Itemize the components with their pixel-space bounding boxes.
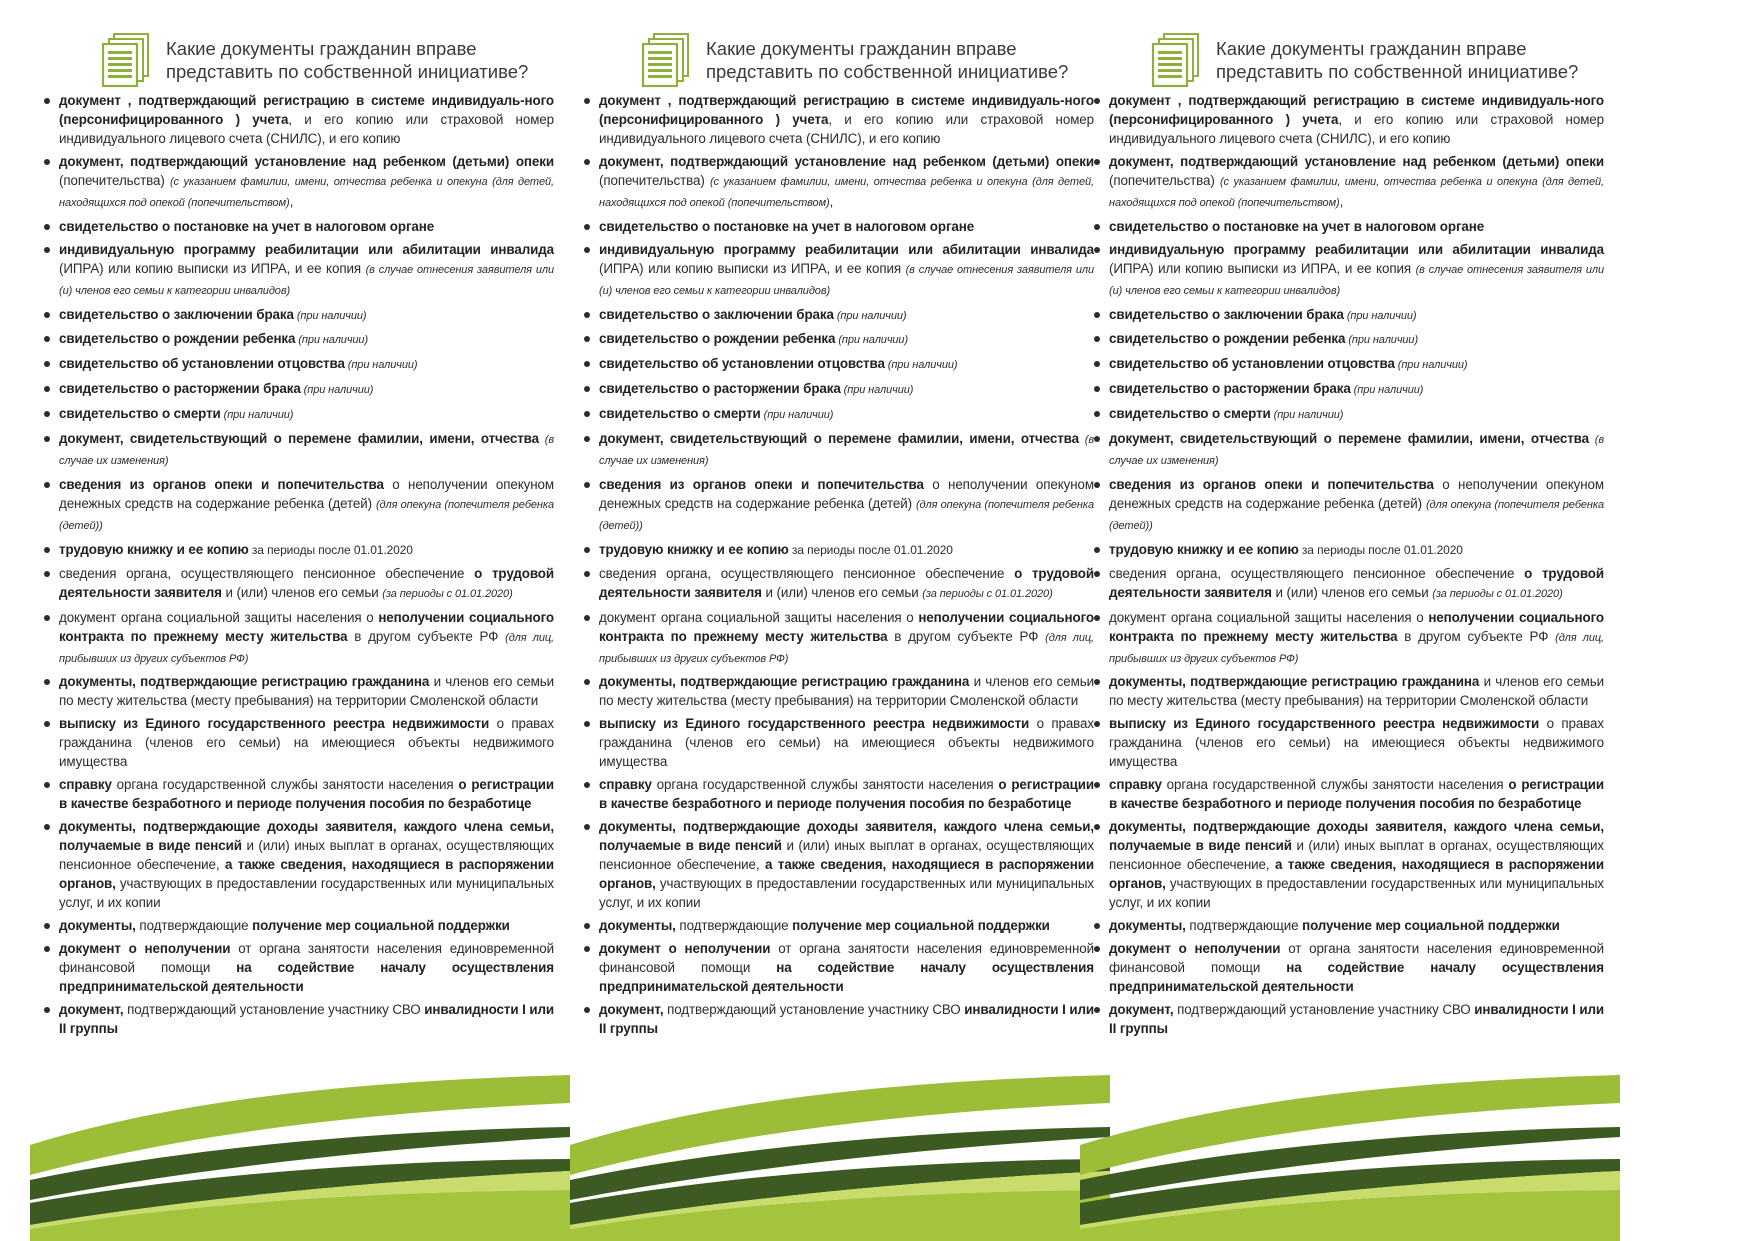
- document-item: [44, 775, 554, 813]
- item-bold-text: трудовую книжку и ее копию: [1109, 541, 1299, 557]
- item-text: о правах гражданина (членов его семьи) на имеющиеся объекты недвижимого имущества: [599, 716, 1094, 770]
- panel-title: [1216, 37, 1620, 83]
- item-text: о неполучении опекуном денежных средств на содержание ребенка (детей): [1109, 476, 1604, 511]
- item-bold-text: выписку из Единого государственного реестра недвижимости: [1109, 716, 1540, 732]
- item-text: и членов его семьи по месту жительства (месту пребывания) на территории Смоленской области: [1109, 674, 1604, 709]
- item-bold-text: документ , подтверждающий регистрацию в системе индивидуаль-ного (персонифицированного ) учета: [59, 93, 554, 127]
- panel-header: [1150, 32, 1620, 92]
- document-item: [584, 672, 1094, 710]
- panel-header: [100, 32, 570, 92]
- item-text: сведения органа, осуществляющего пенсионное обеспечение: [1109, 565, 1525, 581]
- document-item: [584, 152, 1094, 213]
- item-bold-text: документы,: [59, 918, 136, 934]
- panel-header: [640, 32, 1110, 92]
- document-item: [44, 91, 554, 148]
- item-bold-text: трудовую книжку и ее копию: [599, 541, 789, 557]
- item-bold-text: на содействие началу осуществления предпринимательской деятельности: [1109, 959, 1604, 994]
- item-note-text: (для лиц, прибывших из других субъектов РФ): [599, 631, 1094, 665]
- item-text: подтверждающие: [1185, 918, 1303, 934]
- document-item: [1094, 305, 1604, 326]
- document-item: [44, 916, 554, 935]
- item-bold-text: свидетельство об установлении отцовства: [599, 356, 885, 372]
- item-text: , и его копию или страховой номер индивидуального лицевого счета (СНИЛС), и его копию: [59, 112, 555, 146]
- document-item: [44, 608, 554, 669]
- document-item: [584, 404, 1094, 425]
- item-bold-text: документы, подтверждающие регистрацию гражданина: [599, 674, 970, 690]
- item-text: подтверждающий установление участнику СВО: [123, 1001, 425, 1017]
- item-bold-text: о трудовой деятельности заявителя: [599, 565, 1094, 600]
- document-item: [584, 354, 1094, 375]
- item-bold-text: свидетельство об установлении отцовства: [59, 356, 345, 372]
- document-item: [44, 305, 554, 326]
- item-note-text: (в случае отнесения заявителя или (и) членов его семьи к категории инвалидов): [59, 263, 554, 297]
- item-text: , и его копию или страховой номер индивидуального лицевого счета (СНИЛС), и его копию: [599, 112, 1095, 146]
- item-bold-text: свидетельство о заключении брака: [59, 306, 294, 322]
- item-bold-text: индивидуальную программу реабилитации или абилитации инвалида: [1109, 241, 1604, 257]
- item-bold-text: документ, подтверждающий установление над ребенком (детьми) опеки: [59, 153, 554, 169]
- item-note-text: (при наличии): [300, 384, 374, 397]
- item-bold-text: документ о неполучении: [599, 940, 771, 956]
- item-text: ,: [829, 193, 834, 209]
- item-bold-text: документы, подтверждающие доходы заявителя, каждого члена семьи, получаемые в виде пенсий: [1109, 819, 1604, 854]
- item-text: и (или) иных выплат в органах, осуществляющих пенсионное обеспечение,: [1109, 838, 1604, 873]
- item-text: и (или) членов его семьи: [1271, 584, 1433, 600]
- document-item: [584, 91, 1094, 148]
- item-text: в другом субъекте РФ: [887, 628, 1046, 644]
- item-bold-text: свидетельство о заключении брака: [1109, 306, 1344, 322]
- item-bold-text: документ , подтверждающий регистрацию в системе индивидуаль-ного (персонифицированного ) учета: [1109, 93, 1604, 127]
- document-item: [44, 564, 554, 604]
- document-item: [44, 329, 554, 350]
- item-note-text: (при наличии): [840, 384, 914, 397]
- item-text: за периоды после 01.01.2020: [1298, 542, 1463, 557]
- item-text: ,: [1339, 193, 1344, 209]
- decorative-waves: [570, 1075, 1110, 1241]
- item-bold-text: о регистрации в качестве безработного и периоде получения пособия по безработице: [59, 777, 554, 812]
- document-item: [1094, 817, 1604, 912]
- item-bold-text: документ, подтверждающий установление над ребенком (детьми) опеки: [1109, 153, 1604, 169]
- item-bold-text: о трудовой деятельности заявителя: [1109, 565, 1604, 600]
- item-text: участвующих в предоставлении государственных или муниципальных услуг, и их копии: [1109, 876, 1604, 911]
- document-item: [1094, 1000, 1604, 1038]
- item-note-text: (для лиц, прибывших из других субъектов РФ): [1109, 631, 1604, 665]
- item-bold-text: справку: [59, 777, 112, 793]
- document-item: [584, 540, 1094, 560]
- item-bold-text: а также сведения, находящиеся в распоряжении органов,: [599, 857, 1094, 892]
- item-bold-text: свидетельство о постановке на учет в налоговом органе: [1109, 218, 1485, 234]
- item-note-text: (в случае отнесения заявителя или (и) членов его семьи к категории инвалидов): [1109, 263, 1604, 297]
- item-bold-text: о регистрации в качестве безработного и периоде получения пособия по безработице: [1109, 777, 1604, 812]
- title-line-2: представить по собственной инициативе?: [1216, 61, 1579, 82]
- document-item: [584, 217, 1094, 236]
- document-item: [584, 775, 1094, 813]
- item-text: подтверждающие: [675, 918, 793, 934]
- document-item: [1094, 354, 1604, 375]
- item-note-text: (при наличии): [835, 334, 909, 347]
- item-bold-text: а также сведения, находящиеся в распоряжении органов,: [1109, 857, 1604, 892]
- item-text: и (или) иных выплат в органах, осуществляющих пенсионное обеспечение,: [59, 838, 554, 873]
- item-note-text: (в случае их изменения): [599, 434, 1094, 468]
- item-bold-text: а также сведения, находящиеся в распоряжении органов,: [59, 857, 554, 892]
- item-note-text: (в случае отнесения заявителя или (и) членов его семьи к категории инвалидов): [599, 263, 1094, 297]
- documents-stack-icon: [100, 32, 152, 88]
- item-text: о неполучении опекуном денежных средств на содержание ребенка (детей): [59, 476, 554, 511]
- item-bold-text: получение мер социальной поддержки: [1302, 918, 1560, 934]
- document-item: [1094, 429, 1604, 471]
- item-bold-text: свидетельство о постановке на учет в налоговом органе: [599, 218, 975, 234]
- item-text: в другом субъекте РФ: [347, 628, 506, 644]
- item-note-text: (для лиц, прибывших из других субъектов РФ): [59, 631, 554, 665]
- item-bold-text: неполучении социального контракта по прежнему месту жительства: [1109, 609, 1604, 644]
- document-item: [44, 540, 554, 560]
- document-item: [44, 939, 554, 996]
- item-text: (ИПРА) или копию выписки из ИПРА, и ее копия: [1109, 260, 1416, 276]
- document-item: [44, 475, 554, 536]
- item-text: документ органа социальной защиты населения о: [1109, 609, 1429, 625]
- document-item: [584, 564, 1094, 604]
- document-item: [44, 429, 554, 471]
- document-item: [1094, 672, 1604, 710]
- item-bold-text: документ о неполучении: [1109, 940, 1281, 956]
- item-note-text: (при наличии): [1343, 309, 1417, 322]
- document-item: [584, 240, 1094, 301]
- item-bold-text: инвалидности I или II группы: [59, 1001, 554, 1036]
- item-note-text: (для опекуна (попечителя ребенка (детей)): [59, 498, 554, 532]
- item-bold-text: документ,: [1109, 1001, 1174, 1017]
- item-text: сведения органа, осуществляющего пенсионное обеспечение: [599, 565, 1015, 581]
- item-text: от органа занятости населения единовременной финансовой помощи: [59, 940, 555, 975]
- document-item: [44, 379, 554, 400]
- item-bold-text: на содействие началу осуществления предпринимательской деятельности: [59, 959, 554, 994]
- item-note-text: (при наличии): [833, 309, 907, 322]
- document-item: [1094, 939, 1604, 996]
- item-text: о правах гражданина (членов его семьи) на имеющиеся объекты недвижимого имущества: [59, 716, 554, 770]
- decorative-waves: [30, 1075, 570, 1241]
- item-text: , и его копию или страховой номер индивидуального лицевого счета (СНИЛС), и его копию: [1109, 112, 1605, 146]
- item-text: и (или) членов его семьи: [761, 584, 923, 600]
- item-text: (попечительства): [1109, 172, 1220, 188]
- document-item: [584, 939, 1094, 996]
- item-text: органа государственной службы занятости населения: [1161, 777, 1509, 793]
- title-line-2: представить по собственной инициативе?: [166, 61, 529, 82]
- leaflet-panel-3: [1080, 0, 1620, 1241]
- item-bold-text: документы, подтверждающие регистрацию гражданина: [1109, 674, 1480, 690]
- document-item: [44, 817, 554, 912]
- document-item: [1094, 91, 1604, 148]
- item-note-text: (при наличии): [884, 359, 958, 372]
- document-item: [44, 672, 554, 710]
- item-text: и членов его семьи по месту жительства (месту пребывания) на территории Смоленской области: [59, 674, 554, 709]
- item-bold-text: о регистрации в качестве безработного и периоде получения пособия по безработице: [599, 777, 1094, 812]
- document-item: [1094, 152, 1604, 213]
- document-item: [44, 240, 554, 301]
- item-bold-text: о трудовой деятельности заявителя: [59, 565, 554, 600]
- item-note-text: (при наличии): [1394, 359, 1468, 372]
- item-text: о правах гражданина (членов его семьи) на имеющиеся объекты недвижимого имущества: [1109, 716, 1604, 770]
- item-bold-text: индивидуальную программу реабилитации или абилитации инвалида: [59, 241, 554, 257]
- document-item: [584, 714, 1094, 771]
- title-line-1: Какие документы гражданин вправе: [166, 38, 477, 59]
- item-note-text: (при наличии): [1345, 334, 1419, 347]
- document-item: [1094, 240, 1604, 301]
- item-text: о неполучении опекуном денежных средств на содержание ребенка (детей): [599, 476, 1094, 511]
- item-note-text: (при наличии): [293, 309, 367, 322]
- item-text: документ органа социальной защиты населения о: [599, 609, 919, 625]
- document-item: [1094, 379, 1604, 400]
- item-bold-text: свидетельство о рождении ребенка: [1109, 331, 1346, 347]
- item-note-text: (при наличии): [1270, 409, 1344, 422]
- document-item: [1094, 475, 1604, 536]
- item-bold-text: неполучении социального контракта по прежнему месту жительства: [599, 609, 1094, 644]
- item-text: органа государственной службы занятости населения: [651, 777, 999, 793]
- item-bold-text: трудовую книжку и ее копию: [59, 541, 249, 557]
- documents-list: [584, 91, 1094, 1042]
- item-bold-text: документ, свидетельствующий о перемене фамилии, имени, отчества: [1109, 431, 1589, 447]
- item-bold-text: свидетельство о смерти: [1109, 406, 1271, 422]
- item-text: (ИПРА) или копию выписки из ИПРА, и ее копия: [59, 260, 366, 276]
- item-bold-text: документ , подтверждающий регистрацию в системе индивидуаль-ного (персонифицированного ) учета: [599, 93, 1094, 127]
- document-item: [1094, 540, 1604, 560]
- document-item: [44, 714, 554, 771]
- item-note-text: (при наличии): [760, 409, 834, 422]
- document-item: [584, 329, 1094, 350]
- item-text: органа государственной службы занятости населения: [111, 777, 459, 793]
- item-bold-text: документ,: [59, 1001, 124, 1017]
- title-line-1: Какие документы гражданин вправе: [706, 38, 1017, 59]
- document-item: [1094, 564, 1604, 604]
- item-bold-text: сведения из органов опеки и попечительства: [59, 476, 384, 492]
- item-bold-text: документы, подтверждающие регистрацию гражданина: [59, 674, 430, 690]
- item-bold-text: выписку из Единого государственного реестра недвижимости: [59, 716, 490, 732]
- panel-title: [166, 37, 570, 83]
- item-bold-text: документ о неполучении: [59, 940, 231, 956]
- title-line-2: представить по собственной инициативе?: [706, 61, 1069, 82]
- item-text: от органа занятости населения единовременной финансовой помощи: [599, 940, 1095, 975]
- item-note-text: (при наличии): [344, 359, 418, 372]
- item-bold-text: свидетельство о рождении ребенка: [599, 331, 836, 347]
- item-bold-text: сведения из органов опеки и попечительства: [1109, 476, 1434, 492]
- document-item: [584, 608, 1094, 669]
- item-text: (попечительства): [59, 172, 170, 188]
- item-note-text: (в случае их изменения): [59, 434, 554, 468]
- item-bold-text: документы,: [1109, 918, 1186, 934]
- document-item: [584, 475, 1094, 536]
- item-text: подтверждающий установление участнику СВО: [1173, 1001, 1475, 1017]
- item-bold-text: неполучении социального контракта по прежнему месту жительства: [59, 609, 554, 644]
- leaflet-panel-1: [30, 0, 570, 1241]
- item-bold-text: свидетельство об установлении отцовства: [1109, 356, 1395, 372]
- document-item: [44, 217, 554, 236]
- item-bold-text: свидетельство о расторжении брака: [599, 381, 841, 397]
- item-bold-text: свидетельство о расторжении брака: [1109, 381, 1351, 397]
- document-item: [584, 1000, 1094, 1038]
- item-text: за периоды после 01.01.2020: [788, 542, 953, 557]
- document-item: [1094, 916, 1604, 935]
- item-text: подтверждающий установление участнику СВО: [663, 1001, 965, 1017]
- document-item: [44, 1000, 554, 1038]
- item-note-text: (за периоды с 01.01.2020): [382, 587, 513, 600]
- item-text: за периоды после 01.01.2020: [248, 542, 413, 557]
- item-note-text: (для опекуна (попечителя ребенка (детей)): [599, 498, 1094, 532]
- item-text: (ИПРА) или копию выписки из ИПРА, и ее копия: [599, 260, 906, 276]
- document-item: [1094, 217, 1604, 236]
- item-bold-text: получение мер социальной поддержки: [252, 918, 510, 934]
- document-item: [584, 305, 1094, 326]
- item-bold-text: инвалидности I или II группы: [1109, 1001, 1604, 1036]
- item-bold-text: документы, подтверждающие доходы заявителя, каждого члена семьи, получаемые в виде пенсий: [59, 819, 554, 854]
- document-item: [584, 916, 1094, 935]
- item-text: и (или) членов его семьи: [221, 584, 383, 600]
- document-item: [44, 152, 554, 213]
- item-note-text: (при наличии): [1350, 384, 1424, 397]
- item-note-text: (с указанием фамилии, имени, отчества ребенка и опекуна (для детей, находящихся под опекой (попечительством): [599, 175, 1094, 209]
- title-line-1: Какие документы гражданин вправе: [1216, 38, 1527, 59]
- item-text: в другом субъекте РФ: [1397, 628, 1556, 644]
- leaflet-panel-2: [570, 0, 1110, 1241]
- item-note-text: (за периоды с 01.01.2020): [1432, 587, 1563, 600]
- item-bold-text: на содействие началу осуществления предпринимательской деятельности: [599, 959, 1094, 994]
- item-text: и (или) иных выплат в органах, осуществляющих пенсионное обеспечение,: [599, 838, 1094, 873]
- document-item: [1094, 404, 1604, 425]
- item-note-text: (за периоды с 01.01.2020): [922, 587, 1053, 600]
- item-bold-text: получение мер социальной поддержки: [792, 918, 1050, 934]
- item-bold-text: свидетельство о расторжении брака: [59, 381, 301, 397]
- documents-list: [1094, 91, 1604, 1042]
- item-bold-text: инвалидности I или II группы: [599, 1001, 1094, 1036]
- document-item: [1094, 329, 1604, 350]
- item-bold-text: документ, свидетельствующий о перемене фамилии, имени, отчества: [59, 431, 539, 447]
- item-bold-text: справку: [599, 777, 652, 793]
- document-item: [584, 379, 1094, 400]
- panel-title: [706, 37, 1110, 83]
- item-text: ,: [289, 193, 294, 209]
- item-bold-text: индивидуальную программу реабилитации или абилитации инвалида: [599, 241, 1094, 257]
- item-bold-text: свидетельство о смерти: [59, 406, 221, 422]
- item-bold-text: документ, свидетельствующий о перемене фамилии, имени, отчества: [599, 431, 1079, 447]
- item-bold-text: свидетельство о смерти: [599, 406, 761, 422]
- document-item: [1094, 608, 1604, 669]
- item-text: (попечительства): [599, 172, 710, 188]
- item-bold-text: документ,: [599, 1001, 664, 1017]
- document-item: [44, 404, 554, 425]
- document-item: [584, 429, 1094, 471]
- item-bold-text: сведения из органов опеки и попечительства: [599, 476, 924, 492]
- item-note-text: (с указанием фамилии, имени, отчества ребенка и опекуна (для детей, находящихся под опекой (попечительством): [1109, 175, 1604, 209]
- item-text: от органа занятости населения единовременной финансовой помощи: [1109, 940, 1605, 975]
- item-bold-text: документ, подтверждающий установление над ребенком (детьми) опеки: [599, 153, 1094, 169]
- item-note-text: (при наличии): [295, 334, 369, 347]
- item-text: участвующих в предоставлении государственных или муниципальных услуг, и их копии: [59, 876, 554, 911]
- item-text: сведения органа, осуществляющего пенсионное обеспечение: [59, 565, 475, 581]
- item-bold-text: документы, подтверждающие доходы заявителя, каждого члена семьи, получаемые в виде пенсий: [599, 819, 1094, 854]
- documents-list: [44, 91, 554, 1042]
- item-note-text: (при наличии): [220, 409, 294, 422]
- document-item: [584, 817, 1094, 912]
- item-bold-text: документы,: [599, 918, 676, 934]
- decorative-waves: [1080, 1075, 1620, 1241]
- document-item: [44, 354, 554, 375]
- item-text: участвующих в предоставлении государственных или муниципальных услуг, и их копии: [599, 876, 1094, 911]
- document-item: [1094, 714, 1604, 771]
- item-bold-text: выписку из Единого государственного реестра недвижимости: [599, 716, 1030, 732]
- item-bold-text: свидетельство о постановке на учет в налоговом органе: [59, 218, 435, 234]
- item-bold-text: справку: [1109, 777, 1162, 793]
- documents-stack-icon: [640, 32, 692, 88]
- document-item: [1094, 775, 1604, 813]
- item-bold-text: свидетельство о рождении ребенка: [59, 331, 296, 347]
- item-bold-text: свидетельство о заключении брака: [599, 306, 834, 322]
- documents-stack-icon: [1150, 32, 1202, 88]
- item-text: документ органа социальной защиты населения о: [59, 609, 379, 625]
- item-note-text: (для опекуна (попечителя ребенка (детей)): [1109, 498, 1604, 532]
- item-text: подтверждающие: [135, 918, 253, 934]
- item-note-text: (в случае их изменения): [1109, 434, 1604, 468]
- item-note-text: (с указанием фамилии, имени, отчества ребенка и опекуна (для детей, находящихся под опекой (попечительством): [59, 175, 554, 209]
- item-text: и членов его семьи по месту жительства (месту пребывания) на территории Смоленской области: [599, 674, 1094, 709]
